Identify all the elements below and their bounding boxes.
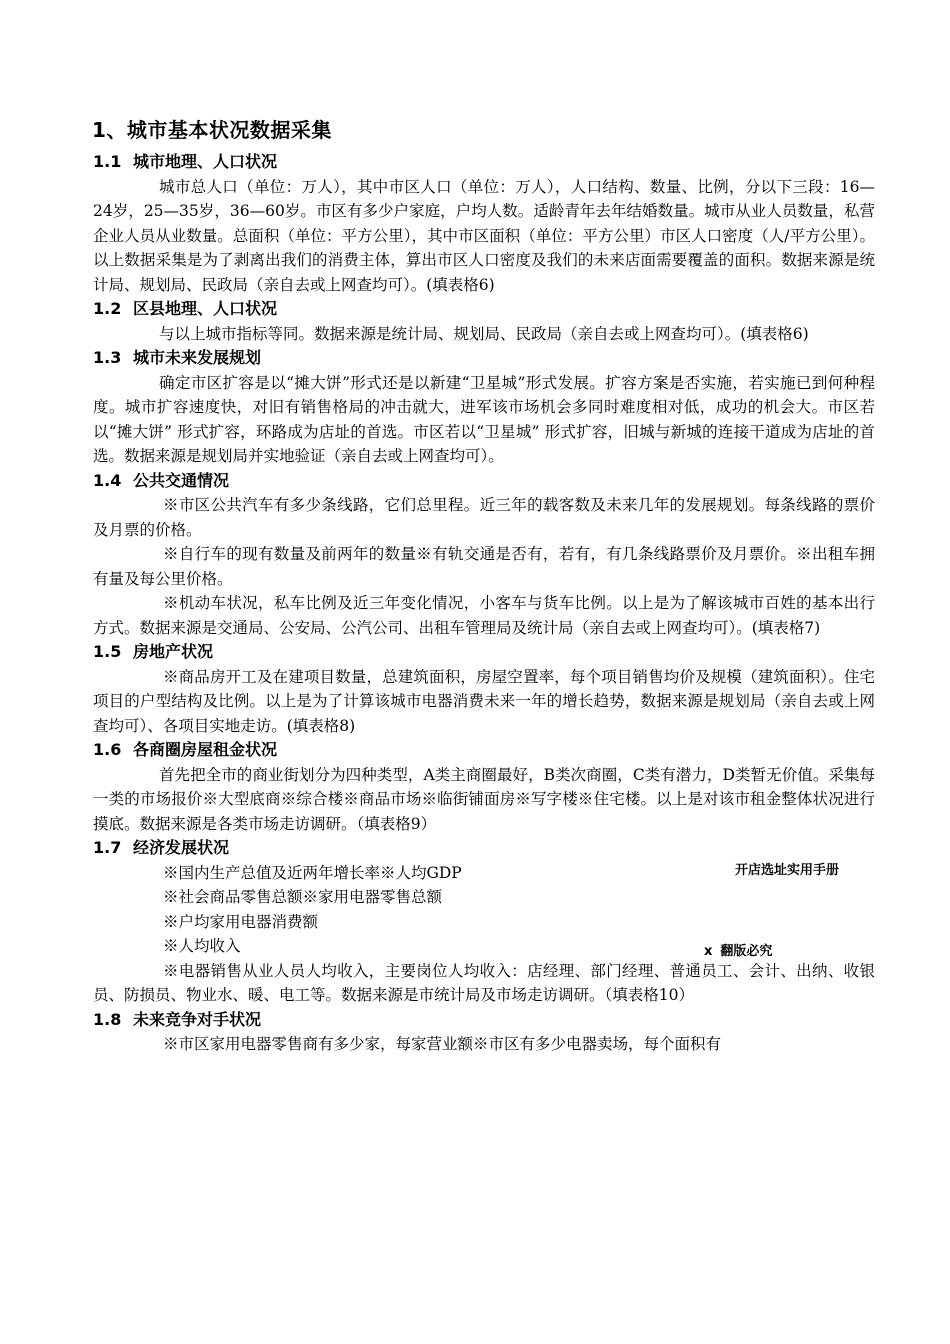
section-number: 1.5 xyxy=(93,642,122,661)
section-heading-1-5 xyxy=(93,640,875,665)
section-heading-1-2 xyxy=(93,297,875,322)
paragraph: ※市区公共汽车有多少条线路，它们总里程。近三年的载客数及未来几年的发展规划。每条线路的票价及月票的价格。 xyxy=(93,496,875,539)
section-title: 城市未来发展规划 xyxy=(133,348,262,367)
section-heading-1-8 xyxy=(93,1008,875,1033)
paragraph: ※机动车状况，私车比例及近三年变化情况，小客车与货车比例。以上是为了解该城市百姓的基本出行方式。数据来源是交通局、公安局、公汽公司、出租车管理局及统计局（亲自去或上网查均可）。(填表格7) xyxy=(93,594,875,637)
section-number: 1.3 xyxy=(93,348,122,367)
section-number: 1.8 xyxy=(93,1009,122,1029)
section-number: 1.2 xyxy=(93,299,122,318)
section-title: 未来竞争对手状况 xyxy=(133,1009,262,1029)
section-title: 区县地理、人口状况 xyxy=(133,299,278,318)
paragraph: ※户均家用电器消费额 xyxy=(163,912,319,931)
paragraph: ※市区家用电器零售商有多少家，每家营业额※市区有多少电器卖场，每个面积有 xyxy=(163,1035,722,1053)
paragraph: 与以上城市指标等同。数据来源是统计局、规划局、民政局（亲自去或上网查均可）。(填表格6) xyxy=(159,324,809,343)
paragraph: ※电器销售从业人员人均收入，主要岗位人均收入：店经理、部门经理、普通员工、会计、出纳、收银员、防损员、物业水、暖、电工等。数据来源是市统计局及市场走访调研。（填表格10） xyxy=(93,961,875,1004)
paragraph: ※自行车的现有数量及前两年的数量※有轨交通是否有，若有，有几条线路票价及月票价。※出租车拥有量及每公里价格。 xyxy=(93,545,875,588)
paragraph: 首先把全市的商业街划分为四种类型，A类主商圈最好，B类次商圈，C类有潜力，D类暂无价值。采集每一类的市场报价※大型底商※综合楼※商品市场※临街铺面房※写字楼※住宅楼。以上是对该市租金整体状况进行摸底。数据来源是各类市场走访调研。（填表格9） xyxy=(93,765,875,833)
paragraph: 确定市区扩容是以“摊大饼”形式还是以新建“卫星城”形式发展。扩容方案是否实施，若实施已到何种程度。城市扩容速度快，对旧有销售格局的冲击就大，进军该市场机会多同时难度相对低，成功的机会大。市区若以“摊大饼” 形式扩容，环路成为店址的首选。市区若以“卫星城” 形式扩容，旧城与新城的连接干道成为店址的首选。数据来源是规划局并实地验证（亲自去或上网查均可）。 xyxy=(93,373,875,465)
section-title: 公共交通情况 xyxy=(133,470,230,490)
section-title: 房地产状况 xyxy=(133,642,214,661)
section-heading-1-4 xyxy=(93,469,875,494)
header-label: 开店选址实用手册 xyxy=(733,859,841,878)
page-title: 1、城市基本状况数据采集 xyxy=(92,118,332,142)
section-title: 城市地理、人口状况 xyxy=(133,152,278,171)
section-number: 1.4 xyxy=(93,470,122,490)
section-heading-1-6 xyxy=(93,738,875,763)
section-heading-1-7 xyxy=(93,836,875,861)
copyright-watermark xyxy=(700,938,788,961)
watermark-text: 翻版必究 xyxy=(720,944,773,959)
section-heading-1-1 xyxy=(93,150,875,175)
section-number: 1.7 xyxy=(93,838,122,857)
paragraph: ※人均收入 xyxy=(163,937,241,955)
section-number: 1.1 xyxy=(93,152,122,171)
watermark-x: x xyxy=(704,944,713,959)
paragraph: ※国内生产总值及近两年增长率※人均GDP xyxy=(163,863,462,882)
paragraph: ※社会商品零售总额※家用电器零售总额 xyxy=(163,888,443,906)
document-body xyxy=(93,150,875,1057)
paragraph: ※商品房开工及在建项目数量，总建筑面积，房屋空置率，每个项目销售均价及规模（建筑面积）。住宅项目的户型结构及比例。以上是为了计算该城市电器消费未来一年的增长趋势，数据来源是规划局（亲自去或上网查均可）、各项目实地走访。(填表格8) xyxy=(93,667,875,735)
paragraph: 城市总人口（单位：万人），其中市区人口（单位：万人），人口结构、数量、比例，分以下三段：16—24岁，25—35岁，36—60岁。市区有多少户家庭，户均人数。适龄青年去年结婚数量。城市从业人员数量，私营企业人员从业数量。总面积（单位：平方公里），其中市区面积（单位：平方公里）市区人口密度（人/平方公里）。以上数据采集是为了剥离出我们的消费主体，算出市区人口密度及我们的未来店面需要覆盖的面积。数据来源是统计局、规划局、民政局（亲自去或上网查均可）。(填表格6) xyxy=(93,177,875,294)
section-title: 经济发展状况 xyxy=(133,838,230,857)
section-heading-1-3 xyxy=(93,346,875,371)
section-title: 各商圈房屋租金状况 xyxy=(133,740,278,759)
section-number: 1.6 xyxy=(93,740,122,759)
